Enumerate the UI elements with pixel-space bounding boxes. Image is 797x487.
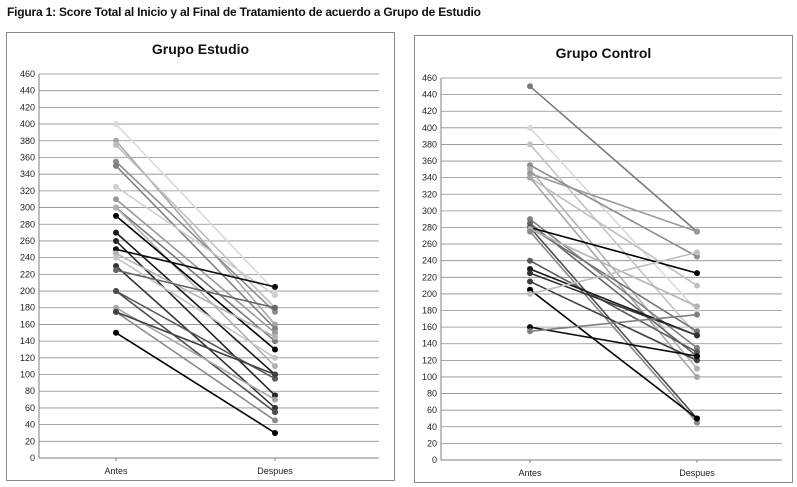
data-point xyxy=(272,346,278,352)
y-tick-label: 20 xyxy=(426,438,437,449)
series-line xyxy=(530,290,697,419)
data-point xyxy=(527,291,533,297)
y-tick-label: 280 xyxy=(421,222,437,233)
figure-title: Figura 1: Score Total al Inicio y al Final de Tratamiento de acuerdo a Grupo de Estudio xyxy=(7,5,481,19)
series-line xyxy=(116,241,275,395)
series-line xyxy=(530,327,697,356)
y-tick-label: 300 xyxy=(19,202,35,213)
data-point xyxy=(113,288,119,294)
y-tick-label: 340 xyxy=(19,169,35,180)
y-tick-label: 420 xyxy=(421,106,437,117)
data-point xyxy=(527,141,533,147)
data-point xyxy=(272,430,278,436)
y-tick-label: 380 xyxy=(421,139,437,150)
y-tick-label: 320 xyxy=(421,189,437,200)
data-point xyxy=(272,372,278,378)
data-point xyxy=(113,230,119,236)
y-tick-label: 460 xyxy=(421,73,437,83)
data-point xyxy=(694,283,700,289)
data-point xyxy=(527,270,533,276)
data-point xyxy=(113,330,119,336)
data-point xyxy=(272,409,278,415)
y-tick-label: 80 xyxy=(24,386,35,397)
series-line xyxy=(530,227,697,273)
series xyxy=(527,125,700,314)
y-tick-label: 60 xyxy=(24,402,35,413)
y-tick-label: 400 xyxy=(421,122,437,133)
series xyxy=(113,305,278,403)
series-line xyxy=(530,86,697,231)
series-line xyxy=(530,281,697,360)
y-tick-label: 100 xyxy=(19,369,35,380)
y-tick-label: 220 xyxy=(421,272,437,283)
y-tick-label: 200 xyxy=(19,286,35,297)
chart-title: Grupo Control xyxy=(555,45,652,61)
data-point xyxy=(272,363,278,369)
data-point xyxy=(527,125,533,131)
y-tick-label: 260 xyxy=(19,235,35,246)
data-point xyxy=(113,184,119,190)
series xyxy=(113,159,278,315)
x-tick-label: Despues xyxy=(679,468,715,478)
data-point xyxy=(272,284,278,290)
data-point xyxy=(694,374,700,380)
data-point xyxy=(272,417,278,423)
data-point xyxy=(113,238,119,244)
x-tick-label: Antes xyxy=(518,468,542,478)
y-tick-label: 60 xyxy=(426,405,437,416)
y-tick-label: 160 xyxy=(19,319,35,330)
y-tick-label: 260 xyxy=(421,239,437,250)
y-tick-label: 240 xyxy=(19,252,35,263)
data-point xyxy=(113,205,119,211)
series-line xyxy=(116,249,275,287)
data-point xyxy=(527,229,533,235)
y-tick-label: 40 xyxy=(24,419,35,430)
data-point xyxy=(272,334,278,340)
chart-grupo-estudio xyxy=(6,32,395,481)
y-tick-label: 280 xyxy=(19,219,35,230)
y-tick-label: 380 xyxy=(19,135,35,146)
series xyxy=(113,213,278,353)
data-point xyxy=(694,353,700,359)
data-point xyxy=(694,229,700,235)
series-line xyxy=(116,333,275,433)
data-point xyxy=(113,142,119,148)
series xyxy=(527,171,700,235)
chart-title: Grupo Estudio xyxy=(151,41,250,57)
series xyxy=(113,196,278,336)
y-tick-label: 320 xyxy=(19,185,35,196)
x-tick-label: Antes xyxy=(104,466,128,476)
y-tick-label: 160 xyxy=(421,322,437,333)
y-tick-label: 460 xyxy=(19,69,35,79)
series-line xyxy=(116,291,275,412)
chart-grupo-control xyxy=(414,35,793,483)
data-point xyxy=(694,332,700,338)
data-point xyxy=(527,278,533,284)
y-tick-label: 140 xyxy=(421,338,437,349)
y-tick-label: 200 xyxy=(421,288,437,299)
y-tick-label: 120 xyxy=(19,352,35,363)
data-point xyxy=(527,258,533,264)
data-point xyxy=(527,328,533,334)
y-tick-label: 360 xyxy=(421,156,437,167)
y-tick-label: 180 xyxy=(421,305,437,316)
series xyxy=(527,175,700,289)
data-point xyxy=(113,213,119,219)
y-tick-label: 420 xyxy=(19,102,35,113)
data-point xyxy=(272,305,278,311)
data-point xyxy=(272,292,278,298)
data-point xyxy=(113,196,119,202)
y-tick-label: 220 xyxy=(19,269,35,280)
data-point xyxy=(113,121,119,127)
chart-plot-area xyxy=(415,36,792,482)
y-tick-label: 100 xyxy=(421,371,437,382)
series xyxy=(113,330,278,436)
data-point xyxy=(113,309,119,315)
y-tick-label: 40 xyxy=(426,421,437,432)
data-point xyxy=(113,255,119,261)
data-point xyxy=(272,397,278,403)
y-tick-label: 340 xyxy=(421,172,437,183)
series xyxy=(527,83,700,234)
y-tick-label: 240 xyxy=(421,255,437,266)
y-tick-label: 360 xyxy=(19,152,35,163)
y-tick-label: 20 xyxy=(24,436,35,447)
data-point xyxy=(272,355,278,361)
data-point xyxy=(694,366,700,372)
series-line xyxy=(530,252,697,294)
data-point xyxy=(527,83,533,89)
series xyxy=(527,226,700,309)
y-tick-label: 400 xyxy=(19,119,35,130)
chart-plot-area xyxy=(7,33,394,480)
y-tick-label: 140 xyxy=(19,336,35,347)
data-point xyxy=(694,303,700,309)
y-tick-label: 0 xyxy=(431,455,437,465)
data-point xyxy=(694,415,700,421)
data-point xyxy=(694,270,700,276)
x-tick-label: Despues xyxy=(257,466,293,476)
data-point xyxy=(694,312,700,318)
y-tick-label: 0 xyxy=(29,453,35,463)
y-tick-label: 440 xyxy=(19,85,35,96)
data-point xyxy=(113,163,119,169)
y-tick-label: 80 xyxy=(426,388,437,399)
data-point xyxy=(113,267,119,273)
data-point xyxy=(527,175,533,181)
series-line xyxy=(530,174,697,232)
y-tick-label: 300 xyxy=(421,205,437,216)
y-tick-label: 120 xyxy=(421,355,437,366)
y-tick-label: 180 xyxy=(19,302,35,313)
data-point xyxy=(694,249,700,255)
series xyxy=(113,163,278,332)
y-tick-label: 440 xyxy=(421,89,437,100)
